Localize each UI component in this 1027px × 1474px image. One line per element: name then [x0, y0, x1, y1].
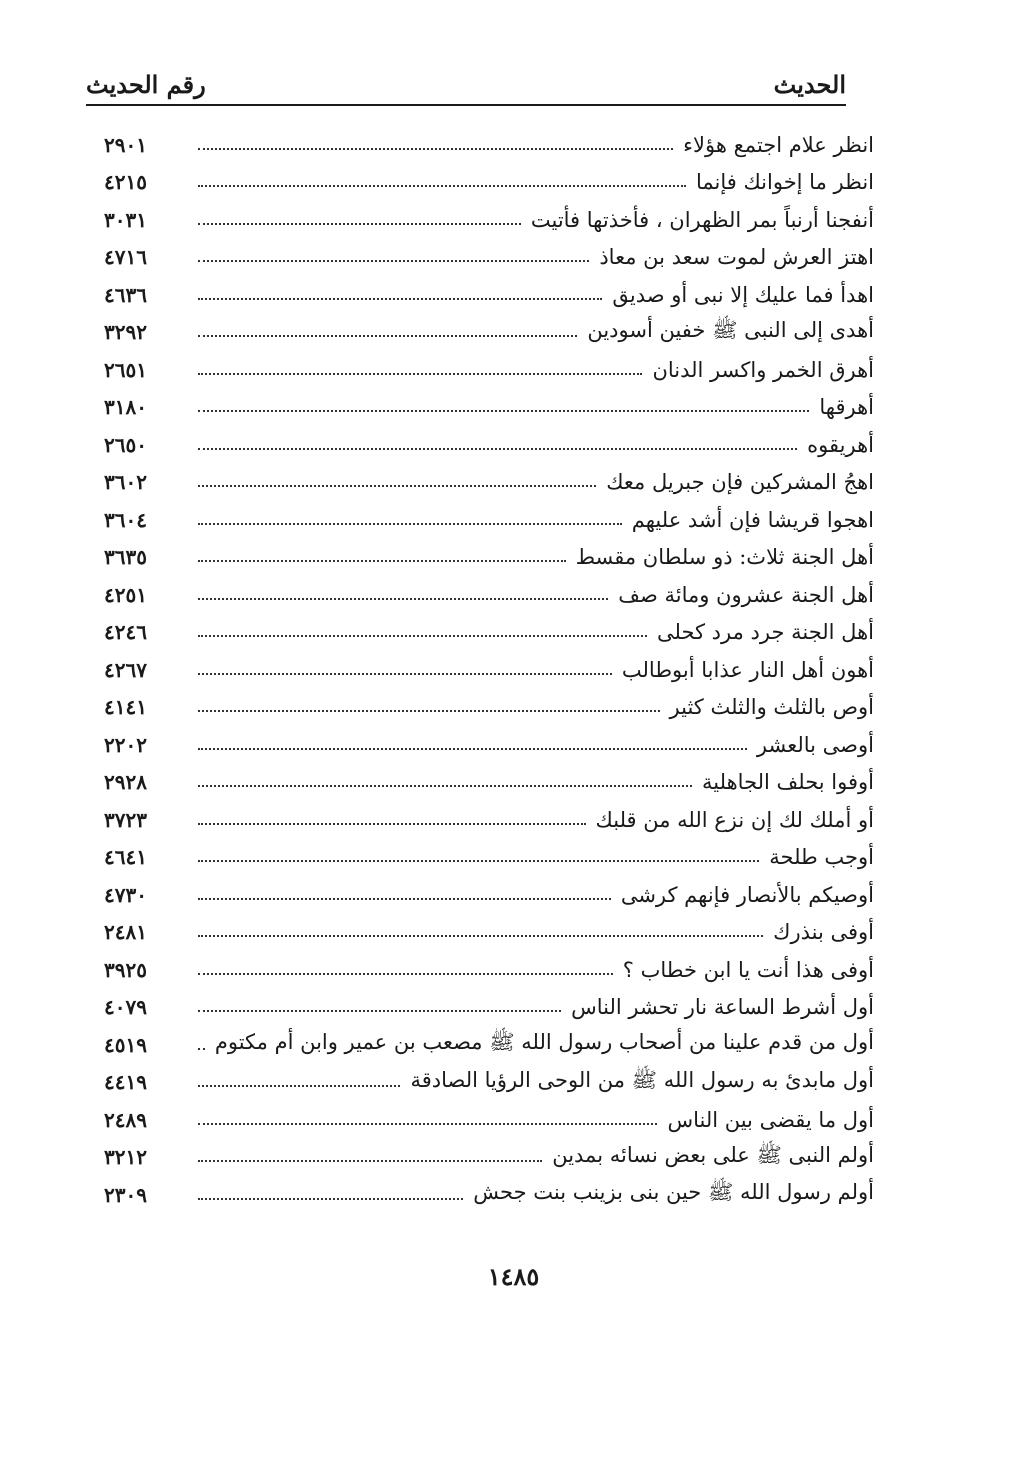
index-entry: [104, 876, 874, 914]
dot-leader: [198, 973, 613, 975]
dot-leader: [198, 148, 673, 150]
hadith-number: ٤٥١٩: [104, 1032, 147, 1057]
dot-leader: [198, 823, 586, 825]
hadith-number: ٤٤١٩: [104, 1070, 147, 1095]
hadith-text: أو أملك لك إن نزع الله من قلبك: [595, 807, 874, 832]
index-entry: [104, 276, 874, 314]
dot-leader: [198, 1198, 463, 1200]
index-entry: [104, 614, 874, 652]
hadith-number: ٤١٤١: [104, 695, 147, 720]
hadith-text: أوص بالثلث والثلث كثير: [669, 695, 874, 720]
hadith-text: أهريقوه: [807, 432, 874, 457]
hadith-text: أول ما يقضى بين الناس: [667, 1107, 874, 1132]
dot-leader: [198, 523, 622, 525]
hadith-number: ٤٢٥١: [104, 582, 147, 607]
dot-leader: [198, 1160, 542, 1162]
hadith-number: ٤٢٤٦: [104, 620, 147, 645]
dot-leader: [198, 298, 602, 300]
column-title-hadith: الحديث: [773, 70, 846, 99]
index-entry: [104, 426, 874, 464]
hadith-number: ٣٦٠٤: [104, 507, 147, 532]
dot-leader: [198, 223, 521, 225]
hadith-text: انظر ما إخوانك فإنما: [695, 170, 874, 195]
index-entry: [104, 764, 874, 802]
hadith-number: ٣١٨٠: [104, 395, 147, 420]
dot-leader: [198, 560, 566, 562]
dot-leader: [198, 710, 660, 712]
hadith-number: ٣٩٢٥: [104, 957, 147, 982]
dot-leader: [198, 673, 612, 675]
index-entry: [104, 164, 874, 202]
hadith-number: ٢٩٠١: [104, 132, 147, 157]
hadith-text: أهل الجنة ثلاث: ذو سلطان مقسط: [575, 545, 874, 570]
dot-leader: [198, 448, 797, 450]
dot-leader: [198, 485, 596, 487]
hadith-text: اهتز العرش لموت سعد بن معاذ: [599, 245, 874, 270]
hadith-number: ٣٧٢٣: [104, 807, 147, 832]
dot-leader: [198, 410, 809, 412]
page-header: [86, 68, 846, 106]
index-entry: [104, 951, 874, 989]
hadith-text: أهرقها: [819, 395, 874, 420]
index-entry: [104, 1176, 874, 1214]
index-entry: [104, 1064, 874, 1102]
hadith-number: ٢٦٥٠: [104, 432, 147, 457]
dot-leader: [198, 1123, 657, 1125]
index-entry: [104, 539, 874, 577]
dot-leader: [198, 185, 686, 187]
column-title-hadith-number: رقم الحديث: [86, 70, 206, 99]
dot-leader: [198, 935, 763, 937]
hadith-text: اهجُ المشركين فإن جبريل معك: [606, 470, 874, 495]
hadith-number: ٢٤٨٩: [104, 1107, 147, 1132]
dot-leader: [198, 898, 611, 900]
dot-leader: [198, 748, 747, 750]
index-entry: [104, 126, 874, 164]
hadith-number: ٢٣٠٩: [104, 1182, 147, 1207]
hadith-number: ٢٩٢٨: [104, 770, 147, 795]
dot-leader: [198, 260, 589, 262]
dot-leader: [198, 1085, 400, 1087]
hadith-text: اهجوا قريشا فإن أشد عليهم: [631, 507, 874, 532]
hadith-text: أهل الجنة عشرون ومائة صف: [618, 582, 874, 607]
hadith-text: أوصيكم بالأنصار فإنهم كرشى: [620, 882, 874, 907]
index-entry: [104, 239, 874, 277]
index-entry: [104, 576, 874, 614]
dot-leader: [198, 635, 647, 637]
hadith-text: أنفجنا أرنباً بمر الظهران ، فأخذتها فأتيت: [530, 207, 874, 232]
index-entry: [104, 464, 874, 502]
index-entry: [104, 914, 874, 952]
dot-leader: [198, 785, 692, 787]
index-entry: [104, 1139, 874, 1177]
hadith-number: ٤٦٤١: [104, 845, 147, 870]
dot-leader: [198, 335, 577, 337]
index-entry: [104, 1026, 874, 1064]
hadith-text: أولم النبى ﷺ على بعض نسائه بمدين: [552, 1142, 874, 1167]
index-entry: [104, 801, 874, 839]
index-entry: [104, 989, 874, 1027]
hadith-text: أولم رسول الله ﷺ حين بنى بزينب بنت جحش: [473, 1180, 874, 1205]
hadith-text: أول مابدئ به رسول الله ﷺ من الوحى الرؤيا الصادقة: [410, 1067, 874, 1092]
hadith-text: أوصى بالعشر: [756, 732, 874, 757]
dot-leader: [198, 1048, 205, 1050]
dot-leader: [198, 1010, 561, 1012]
index-entry: [104, 389, 874, 427]
hadith-number: ٣٢١٢: [104, 1145, 147, 1170]
hadith-number: ٤٧١٦: [104, 245, 147, 270]
hadith-number: ٤٦٣٦: [104, 282, 147, 307]
dot-leader: [198, 373, 642, 375]
hadith-text: أهل الجنة جرد مرد كحلى: [656, 620, 874, 645]
hadith-number: ٤٢١٥: [104, 170, 147, 195]
index-entry: [104, 314, 874, 352]
hadith-number: ٤٢٦٧: [104, 657, 147, 682]
hadith-text: أول من قدم علينا من أصحاب رسول الله ﷺ مصعب بن عمير وابن أم مكتوم: [214, 1030, 874, 1055]
index-entry: [104, 839, 874, 877]
hadith-number: ٤٠٧٩: [104, 995, 147, 1020]
index-entry: [104, 351, 874, 389]
index-entry: [104, 501, 874, 539]
dot-leader: [198, 598, 608, 600]
dot-leader: [198, 860, 759, 862]
index-entry: [104, 651, 874, 689]
index-entry: [104, 689, 874, 727]
page-number: ١٤٨٥: [487, 1262, 540, 1291]
hadith-text: أوفى هذا أنت يا ابن خطاب ؟: [622, 957, 874, 982]
hadith-number: ٣٦٠٢: [104, 470, 147, 495]
hadith-number: ٣٢٩٢: [104, 320, 147, 345]
hadith-text: أوجب طلحة: [769, 845, 874, 870]
hadith-text: أهون أهل النار عذابا أبوطالب: [621, 657, 874, 682]
hadith-text: أهدى إلى النبى ﷺ خفين أسودين: [587, 317, 874, 342]
hadith-number: ٣٠٣١: [104, 207, 147, 232]
hadith-text: أهرق الخمر واكسر الدنان: [652, 357, 874, 382]
hadith-number: ٣٦٣٥: [104, 545, 147, 570]
hadith-text: أوفوا بحلف الجاهلية: [702, 770, 874, 795]
hadith-number: ٤٧٣٠: [104, 882, 147, 907]
hadith-number: ٢٤٨١: [104, 920, 147, 945]
hadith-text: انظر علام اجتمع هؤلاء: [683, 132, 874, 157]
index-entry: [104, 1101, 874, 1139]
hadith-index-list: [104, 126, 874, 1214]
hadith-number: ٢٦٥١: [104, 357, 147, 382]
hadith-number: ٢٢٠٢: [104, 732, 147, 757]
hadith-text: اهدأ فما عليك إلا نبى أو صديق: [612, 282, 874, 307]
index-entry: [104, 201, 874, 239]
hadith-text: أول أشرط الساعة نار تحشر الناس: [571, 995, 874, 1020]
hadith-text: أوفى بنذرك: [773, 920, 874, 945]
index-entry: [104, 726, 874, 764]
